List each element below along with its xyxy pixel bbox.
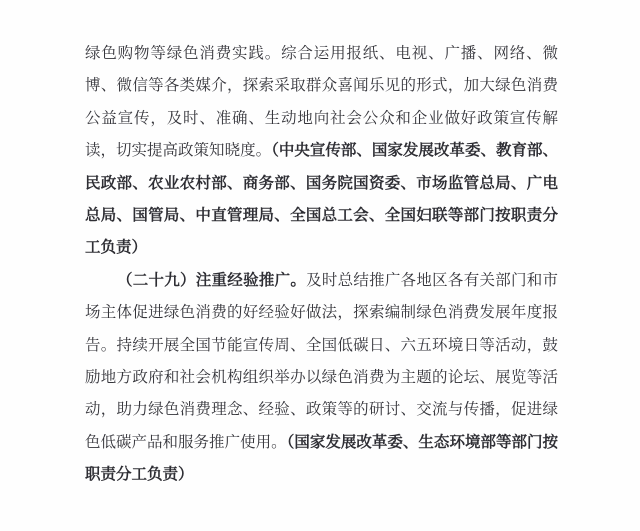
body-text-segment: 及时总结推广各地区各有关部门和市场主体促进绿色消费的好经验好做法，探索编制绿色消费发展年度报告。持续开展全国节能宣传周、全国低碳日、六五环境日等活动，鼓励地方政府和社会机构组织举办以绿色消费为主题的论坛、展览等活动，助力绿色消费理念、经验、政策等的研讨、交流与传播，促进绿色低碳产品和服务推广使用。 — [85, 270, 558, 451]
bold-text-segment: （二十九）注重经验推广。 — [117, 269, 307, 289]
document-text-block — [85, 37, 558, 491]
paragraph — [85, 264, 558, 491]
bold-text-segment: （国家发展改革委、生态环境部等部门按职责分工负责） — [85, 431, 558, 484]
body-text-segment: 绿色购物等绿色消费实践。综合运用报纸、电视、广播、网络、微博、微信等各类媒介，探索采取群众喜闻乐见的形式，加大绿色消费公益宣传，及时、准确、生动地向社会公众和企业做好政策宣传解读，切实提高政策知晓度。 — [85, 44, 558, 160]
bold-text-segment: （中央宣传部、国家发展改革委、教育部、民政部、农业农村部、商务部、国务院国资委、市场监管总局、广电总局、国管局、中直管理局、全国总工会、全国妇联等部门按职责分工负责） — [85, 140, 558, 257]
paragraph — [85, 37, 558, 264]
